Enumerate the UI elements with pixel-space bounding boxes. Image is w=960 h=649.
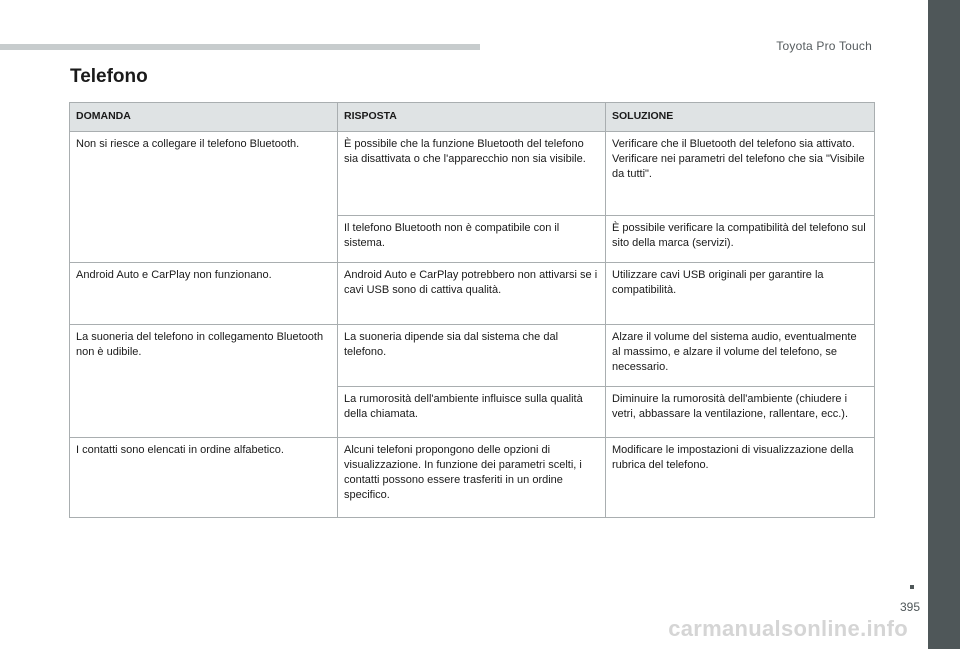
cell-domanda: Android Auto e CarPlay non funzionano. [70,263,338,325]
watermark: carmanualsonline.info [668,616,908,641]
cell-domanda: La suoneria del telefono in collegamento Bluetooth non è udibile. [70,325,338,387]
side-band [928,0,960,649]
cell-risposta: È possibile che la funzione Bluetooth del telefono sia disattivata o che l'apparecchio non sia visibile. [338,132,606,216]
cell-domanda: I contatti sono elencati in ordine alfabetico. [70,438,338,518]
cell-soluzione: Alzare il volume del sistema audio, eventualmente al massimo, e alzare il volume del telefono, se necessario. [606,325,875,387]
table-row [70,325,875,387]
cell-risposta: Android Auto e CarPlay potrebbero non attivarsi se i cavi USB sono di cattiva qualità. [338,263,606,325]
header-risposta: RISPOSTA [338,103,606,132]
cell-domanda [70,387,338,438]
table-row [70,263,875,325]
table-row [70,132,875,216]
table-header-row [70,103,875,132]
cell-risposta: Alcuni telefoni propongono delle opzioni di visualizzazione. In funzione dei parametri scelti, i contatti possono essere trasferiti in un ordine specifico. [338,438,606,518]
cell-soluzione [606,132,875,216]
cell-soluzione-line: Verificare che il Bluetooth del telefono sia attivato. [612,138,855,150]
faq-table [69,102,875,518]
header-domanda: DOMANDA [70,103,338,132]
page-dot [910,585,914,589]
page-title: Telefono [70,66,148,87]
cell-risposta: La suoneria dipende sia dal sistema che dal telefono. [338,325,606,387]
cell-soluzione: Utilizzare cavi USB originali per garantire la compatibilità. [606,263,875,325]
header-soluzione: SOLUZIONE [606,103,875,132]
cell-risposta: Il telefono Bluetooth non è compatibile con il sistema. [338,216,606,263]
cell-soluzione-line: Verificare nei parametri del telefono che sia "Visibile da tutti". [612,153,865,180]
cell-domanda: Non si riesce a collegare il telefono Bluetooth. [70,132,338,216]
cell-soluzione: Diminuire la rumorosità dell'ambiente (chiudere i vetri, abbassare la ventilazione, rallentare, ecc.). [606,387,875,438]
table-row [70,216,875,263]
cell-risposta: La rumorosità dell'ambiente influisce sulla qualità della chiamata. [338,387,606,438]
header-label: Toyota Pro Touch [776,39,872,53]
page-number: 395 [899,600,920,614]
cell-soluzione: Modificare le impostazioni di visualizzazione della rubrica del telefono. [606,438,875,518]
cell-soluzione: È possibile verificare la compatibilità del telefono sul sito della marca (servizi). [606,216,875,263]
cell-domanda [70,216,338,263]
top-rule [0,44,480,50]
table-row [70,387,875,438]
table-row [70,438,875,518]
